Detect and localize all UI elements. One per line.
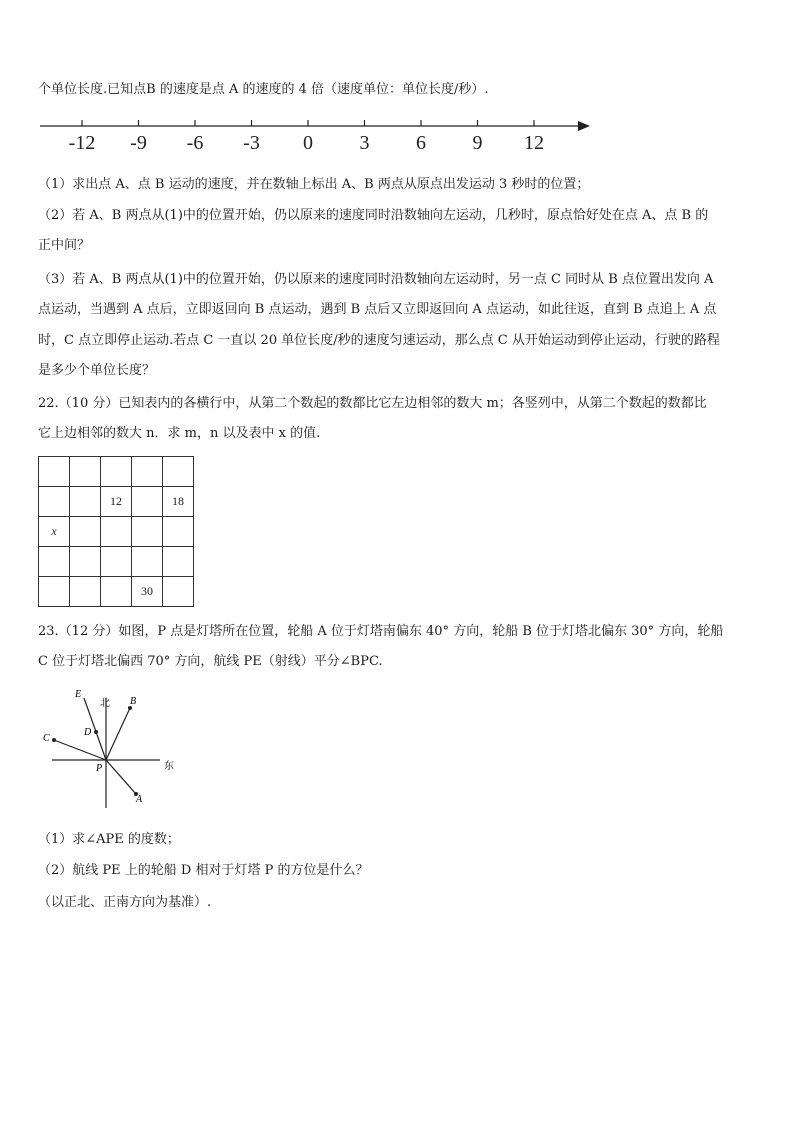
- arrow-icon: [578, 121, 590, 131]
- tick-label: -9: [130, 132, 147, 154]
- table-cell: [70, 517, 101, 547]
- q23-sub2: （2）航线 PE 上的轮船 D 相对于灯塔 P 的方位是什么？: [38, 863, 369, 878]
- q21-part3-line1: （3）若 A、B 两点从(1)中的位置开始，仍以原来的速度同时沿数轴向左运动时，另一点 C 同时从 B 点位置出发向 A: [38, 272, 714, 287]
- table-cell: [132, 457, 163, 487]
- table-cell: [163, 577, 194, 607]
- table-cell: [39, 547, 70, 577]
- label-b: B: [130, 696, 137, 707]
- point-d: [94, 730, 98, 734]
- tick-label: -3: [243, 132, 260, 154]
- table-cell: [101, 577, 132, 607]
- table-cell: [101, 457, 132, 487]
- label-north: 北: [100, 698, 110, 709]
- tick-label: 3: [359, 132, 370, 154]
- table-cell: [101, 547, 132, 577]
- table-cell: [70, 487, 101, 517]
- q23-sub3: （以正北、正南方向为基准）.: [38, 895, 212, 910]
- tick-label: 12: [524, 132, 544, 154]
- table-cell: [163, 547, 194, 577]
- q23-line1: 23.（12 分）如图，P 点是灯塔所在位置，轮船 A 位于灯塔南偏东 40° 方向，轮船 B 位于灯塔北偏东 30° 方向，轮船: [38, 624, 724, 639]
- label-east: 东: [164, 761, 174, 772]
- ray-pc: [54, 740, 106, 760]
- label-p: P: [96, 763, 103, 774]
- table-cell: [70, 547, 101, 577]
- point-c: [52, 738, 56, 742]
- tick-label: 9: [472, 132, 483, 154]
- q21-part2-line1: （2）若 A、B 两点从(1)中的位置开始，仍以原来的速度同时沿数轴向左运动，几秒时，原点恰好处在点 A、点 B 的: [38, 208, 709, 223]
- q22-line1: 22.（10 分）已知表内的各横行中，从第二个数起的数都比它左边相邻的数大 m；各竖列中，从第二个数起的数都比: [38, 396, 707, 411]
- q21-part3-line2: 点运动，当遇到 A 点后，立即返回向 B 点运动，遇到 B 点后又立即返回向 A 点运动，如此往返，直到 B 点追上 A 点: [38, 302, 717, 317]
- table-cell: x: [39, 517, 70, 547]
- table-cell: [39, 487, 70, 517]
- q23-line2: C 位于灯塔北偏西 70° 方向，航线 PE（射线）平分∠BPC.: [38, 654, 383, 669]
- q22-line2: 它上边相邻的数大 n．求 m，n 以及表中 x 的值.: [38, 426, 321, 441]
- q21-part2-line2: 正中间？: [38, 238, 91, 253]
- table-cell: [70, 457, 101, 487]
- table-cell: [132, 517, 163, 547]
- table-cell: [70, 577, 101, 607]
- table-cell: [39, 457, 70, 487]
- ray-pa: [106, 760, 136, 794]
- table-cell: [39, 577, 70, 607]
- table-cell: [163, 517, 194, 547]
- table-cell: [132, 487, 163, 517]
- table-cell: 12: [101, 487, 132, 517]
- q21-part3-line3: 时，C 点立即停止运动.若点 C 一直以 20 单位长度/秒的速度匀速运动，那么点 C 从开始运动到停止运动，行驶的路程: [38, 333, 720, 348]
- q21-part3-line4: 是多少个单位长度？: [38, 363, 156, 378]
- table-cell: [101, 517, 132, 547]
- table-cell: [132, 547, 163, 577]
- label-c: C: [43, 733, 50, 744]
- tick-label: 6: [416, 132, 426, 154]
- tick-label: -6: [186, 132, 204, 154]
- tick-label: -12: [68, 132, 96, 154]
- q21-part1: （1）求出点 A、点 B 运动的速度，并在数轴上标出 A、B 两点从原点出发运动 3 秒时的位置；: [38, 177, 590, 192]
- ray-pb: [106, 708, 130, 760]
- number-line: [0, 106, 794, 156]
- table-cell: 18: [163, 487, 194, 517]
- q21-intro-tail: 个单位长度.已知点B 的速度是点 A 的速度的 4 倍（速度单位：单位长度/秒）.: [38, 82, 489, 97]
- label-a: A: [136, 794, 143, 805]
- q23-sub1: （1）求∠APE 的度数；: [38, 832, 180, 847]
- label-e: E: [75, 689, 82, 700]
- lighthouse-diagram: [40, 684, 190, 814]
- number-table: [38, 456, 194, 607]
- table-cell: 30: [132, 577, 163, 607]
- label-d: D: [84, 727, 92, 738]
- tick-label: 0: [303, 132, 313, 154]
- table-cell: [163, 457, 194, 487]
